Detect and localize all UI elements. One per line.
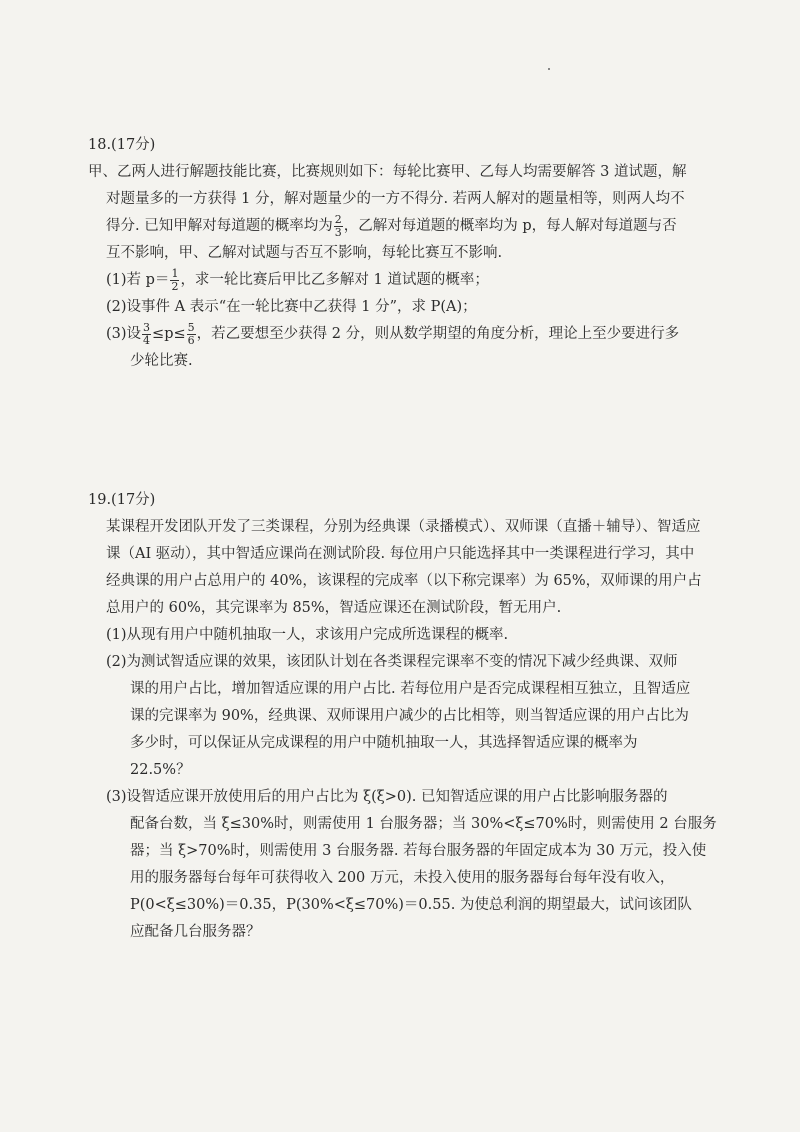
fraction-denominator: 6 [187, 333, 195, 347]
question-18-header: 18.(17分) [88, 137, 156, 153]
fraction-numerator: 5 [187, 320, 195, 334]
q18-stem-line: 甲、乙两人进行解题技能比赛，比赛规则如下：每轮比赛甲、乙每人均需要解答 3 道试题，解 [88, 164, 687, 180]
q19-part-3-cont: P(0<ξ≤30%)＝0.35，P(30%<ξ≤70%)＝0.55. 为使总利润的期望最大，试问该团队 [130, 897, 692, 913]
q18-part-3-cont: 少轮比赛. [130, 353, 193, 369]
fraction-2-3 [334, 214, 343, 239]
q19-part-3-cont: 配备台数，当 ξ≤30%时，则需使用 1 台服务器；当 30%<ξ≤70%时，则需使用 2 台服务 [130, 816, 717, 832]
fraction-5-6 [187, 322, 196, 347]
q18-part-1-text: (1)若 p＝ [106, 272, 170, 288]
q19-part-3-cont: 用的服务器每台每年可获得收入 200 万元，未投入使用的服务器每台每年没有收入， [130, 870, 675, 886]
fraction-3-4 [142, 322, 151, 347]
q19-part-2-cont: 多少时，可以保证从完成课程的用户中随机抽取一人，其选择智适应课的概率为 [130, 735, 638, 751]
q18-stem-text: 得分. 已知甲解对每道题的概率均为 [106, 218, 333, 234]
scan-speck [548, 68, 550, 70]
q18-stem-line: 互不影响，甲、乙解对试题与否互不影响，每轮比赛互不影响. [106, 245, 503, 261]
fraction-denominator: 3 [334, 225, 342, 239]
q19-part-2-cont: 课的完课率为 90%，经典课、双师课用户减少的占比相等，则当智适应课的用户占比为 [130, 708, 689, 724]
question-19 [88, 487, 728, 946]
q18-stem-line: 对题量多的一方获得 1 分，解对题量少的一方不得分. 若两人解对的题量相等，则两人均不 [106, 191, 685, 207]
q18-stem-text: ，乙解对每道题的概率均为 p，每人解对每道题与否 [343, 218, 677, 234]
fraction-denominator: 2 [171, 279, 179, 293]
q18-stem-line [106, 213, 728, 240]
question-19-header: 19.(17分) [88, 492, 156, 508]
q18-part-3 [106, 321, 728, 348]
q19-part-3: (3)设智适应课开放使用后的用户占比为 ξ(ξ>0). 已知智适应课的用户占比影响服务器的 [106, 789, 668, 805]
q19-stem-line: 经典课的用户占总用户的 40%，该课程的完成率（以下称完课率）为 65%，双师课的用户占 [106, 573, 702, 589]
q18-part-3-text: ，若乙要想至少获得 2 分，则从数学期望的角度分析，理论上至少要进行多 [196, 326, 680, 342]
fraction-denominator: 4 [143, 333, 151, 347]
q19-part-2: (2)为测试智适应课的效果，该团队计划在各类课程完课率不变的情况下减少经典课、双师 [106, 654, 678, 670]
q18-part-1-text: ，求一轮比赛后甲比乙多解对 1 道试题的概率； [180, 272, 489, 288]
q19-stem-line: 某课程开发团队开发了三类课程，分别为经典课（录播模式）、双师课（直播＋辅导）、智适应 [106, 519, 701, 535]
q19-part-1: (1)从现有用户中随机抽取一人，求该用户完成所选课程的概率. [106, 627, 509, 643]
q18-part-3-text: ≤p≤ [152, 326, 186, 342]
fraction-numerator: 3 [143, 320, 151, 334]
question-18 [88, 132, 728, 375]
fraction-1-2 [170, 268, 179, 293]
q18-part-2: (2)设事件 A 表示“在一轮比赛中乙获得 1 分”，求 P(A)； [106, 299, 477, 315]
q18-part-1 [106, 267, 728, 294]
q19-part-3-cont: 应配备几台服务器？ [130, 924, 261, 940]
fraction-numerator: 2 [334, 212, 342, 226]
fraction-numerator: 1 [171, 266, 179, 280]
q19-part-2-cont: 课的用户占比，增加智适应课的用户占比. 若每位用户是否完成课程相互独立，且智适应 [130, 681, 691, 697]
q19-stem-line: 总用户的 60%，其完课率为 85%，智适应课还在测试阶段，暂无用户. [106, 600, 562, 616]
q19-stem-line: 课（AI 驱动），其中智适应课尚在测试阶段. 每位用户只能选择其中一类课程进行学习，其中 [106, 546, 695, 562]
q19-part-3-cont: 器；当 ξ>70%时，则需使用 3 台服务器. 若每台服务器的年固定成本为 30 万元，投入使 [130, 843, 707, 859]
q19-part-2-cont: 22.5%？ [130, 762, 191, 778]
q18-part-3-text: (3)设 [106, 326, 142, 342]
